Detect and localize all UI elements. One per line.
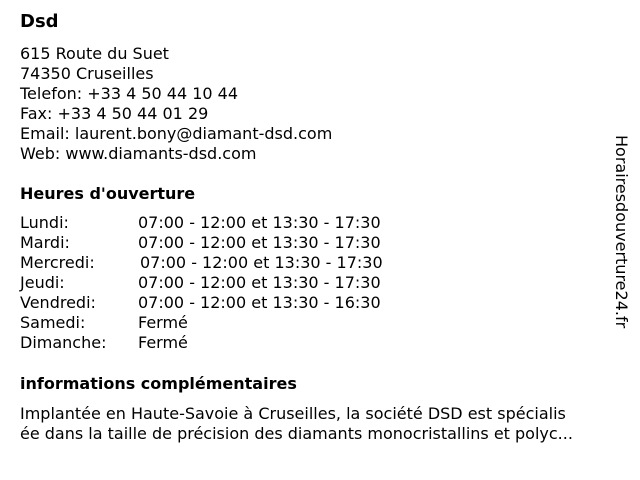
time-range: 07:00 - 12:00 et 13:30 - 16:30 xyxy=(138,293,381,312)
watermark-text: Horairesdouverture24.fr xyxy=(612,135,631,329)
watermark xyxy=(611,135,631,345)
fax-number: Fax: +33 4 50 44 01 29 xyxy=(20,104,209,123)
contact-block xyxy=(20,44,332,164)
email-address: Email: laurent.bony@diamant-dsd.com xyxy=(20,124,333,143)
street-address: 615 Route du Suet xyxy=(20,44,169,63)
day-label: Dimanche: xyxy=(20,333,107,352)
website: Web: www.diamants-dsd.com xyxy=(20,144,257,163)
day-label: Mercredi: xyxy=(20,253,95,272)
day-label: Mardi: xyxy=(20,233,70,252)
day-label: Samedi: xyxy=(20,313,86,332)
additional-info-text xyxy=(20,404,620,444)
time-range: 07:00 - 12:00 et 13:30 - 17:30 xyxy=(138,213,381,232)
time-range: Fermé xyxy=(138,333,188,352)
time-range: 07:00 - 12:00 et 13:30 - 17:30 xyxy=(138,273,381,292)
business-name: Dsd xyxy=(20,11,59,32)
city-postcode: 74350 Cruseilles xyxy=(20,64,154,83)
day-label: Lundi: xyxy=(20,213,69,232)
info-line: Implantée en Haute-Savoie à Cruseilles, la société DSD est spécialis xyxy=(20,404,566,423)
additional-info-heading: informations complémentaires xyxy=(20,374,297,393)
opening-hours-heading: Heures d'ouverture xyxy=(20,184,196,203)
time-range: 07:00 - 12:00 et 13:30 - 17:30 xyxy=(138,233,381,252)
day-label: Vendredi: xyxy=(20,293,96,312)
time-range: 07:00 - 12:00 et 13:30 - 17:30 xyxy=(140,253,383,272)
time-range: Fermé xyxy=(138,313,188,332)
day-label: Jeudi: xyxy=(20,273,65,292)
info-line: ée dans la taille de précision des diamants monocristallins et polyc... xyxy=(20,424,573,443)
phone-number: Telefon: +33 4 50 44 10 44 xyxy=(20,84,239,103)
